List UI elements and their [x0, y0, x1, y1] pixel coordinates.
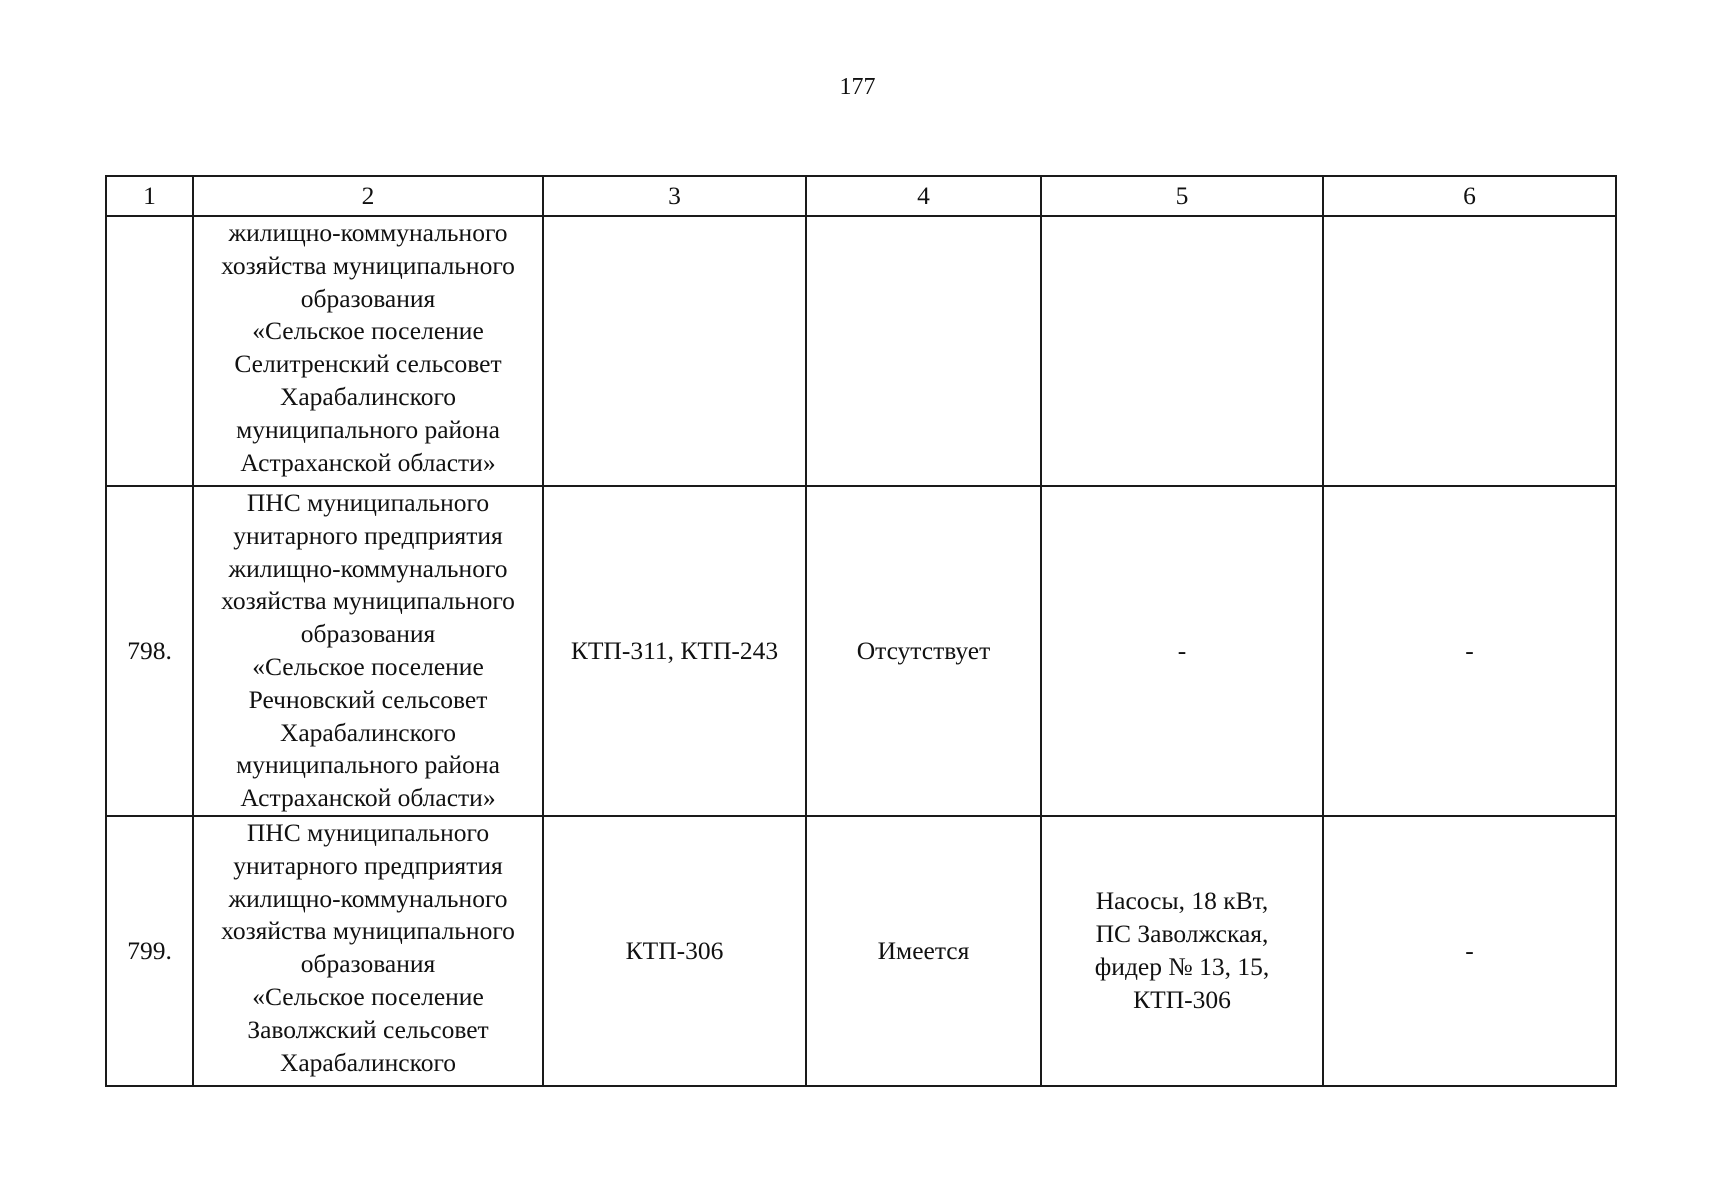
header-cell-1: 1	[106, 176, 193, 216]
header-cell-2: 2	[193, 176, 543, 216]
table-row	[106, 486, 1616, 816]
facility-name-line: хозяйства муниципального	[221, 916, 515, 946]
equipment-cell	[1041, 216, 1323, 486]
equipment-cell	[1041, 486, 1323, 816]
availability-cell: Имеется	[806, 816, 1041, 1086]
facility-name-line: Речновский сельсовет	[248, 684, 488, 714]
facility-name-line: образования	[300, 283, 436, 313]
table-row	[106, 216, 1616, 486]
header-cell-4: 4	[806, 176, 1041, 216]
row-number-cell	[106, 216, 193, 486]
notes-cell: -	[1323, 486, 1616, 816]
facility-name-cell	[193, 216, 543, 486]
facility-name-line: Астраханской области»	[240, 783, 496, 813]
facility-name-line: муниципального района	[236, 750, 500, 780]
equipment-line: -	[1177, 635, 1187, 665]
row-number-cell: 798.	[106, 486, 193, 816]
substation-cell: КТП-306	[543, 816, 806, 1086]
facility-name-cell	[193, 816, 543, 1086]
facility-name-cell	[193, 486, 543, 816]
facility-name-line: муниципального района	[236, 414, 500, 444]
equipment-cell	[1041, 816, 1323, 1086]
row-number-cell: 799.	[106, 816, 193, 1086]
equipment-line: фидер № 13, 15,	[1094, 952, 1270, 981]
notes-cell: -	[1323, 816, 1616, 1086]
equipment-line: Насосы, 18 кВт,	[1095, 886, 1269, 916]
notes-cell	[1323, 216, 1616, 486]
availability-cell	[806, 216, 1041, 486]
facility-name-line: «Сельское поселение	[252, 652, 484, 681]
facility-name-line: жилищно-коммунального	[228, 218, 508, 247]
facility-name-line: «Сельское поселение	[252, 981, 484, 1011]
header-cell-5: 5	[1041, 176, 1323, 216]
header-cell-3: 3	[543, 176, 806, 216]
facility-name-line: Селитренский сельсовет	[234, 349, 502, 379]
page-number: 177	[839, 74, 876, 100]
facility-name-line: хозяйства муниципального	[221, 250, 515, 280]
facility-name-line: Харабалинского	[279, 381, 457, 411]
facility-name-line: ПНС муниципального	[246, 488, 490, 518]
facility-name-line: образования	[300, 949, 436, 979]
table-row	[106, 816, 1616, 1086]
header-row	[106, 176, 1616, 216]
facility-name-line: «Сельское поселение	[252, 316, 484, 346]
facility-name-line: жилищно-коммунального	[228, 883, 508, 913]
facility-name-line: Астраханской области»	[240, 447, 496, 477]
facility-name-line: Заволжский сельсовет	[247, 1014, 489, 1044]
data-table	[105, 175, 1617, 1087]
facility-name-line: унитарного предприятия	[233, 850, 503, 880]
facility-name-line: Харабалинского	[279, 1047, 457, 1077]
facility-name-line: жилищно-коммунального	[228, 553, 508, 583]
facility-name-line: хозяйства муниципального	[221, 586, 515, 616]
equipment-line: КТП-306	[1133, 984, 1231, 1014]
header-cell-6: 6	[1323, 176, 1616, 216]
facility-name-line: Харабалинского	[279, 717, 457, 747]
availability-cell: Отсутствует	[806, 486, 1041, 816]
substation-cell: КТП-311, КТП-243	[543, 486, 806, 816]
facility-name-line: унитарного предприятия	[233, 520, 503, 550]
facility-name-line: образования	[300, 619, 436, 649]
equipment-line: ПС Заволжская,	[1095, 919, 1269, 949]
substation-cell	[543, 216, 806, 486]
facility-name-line: ПНС муниципального	[246, 818, 490, 847]
